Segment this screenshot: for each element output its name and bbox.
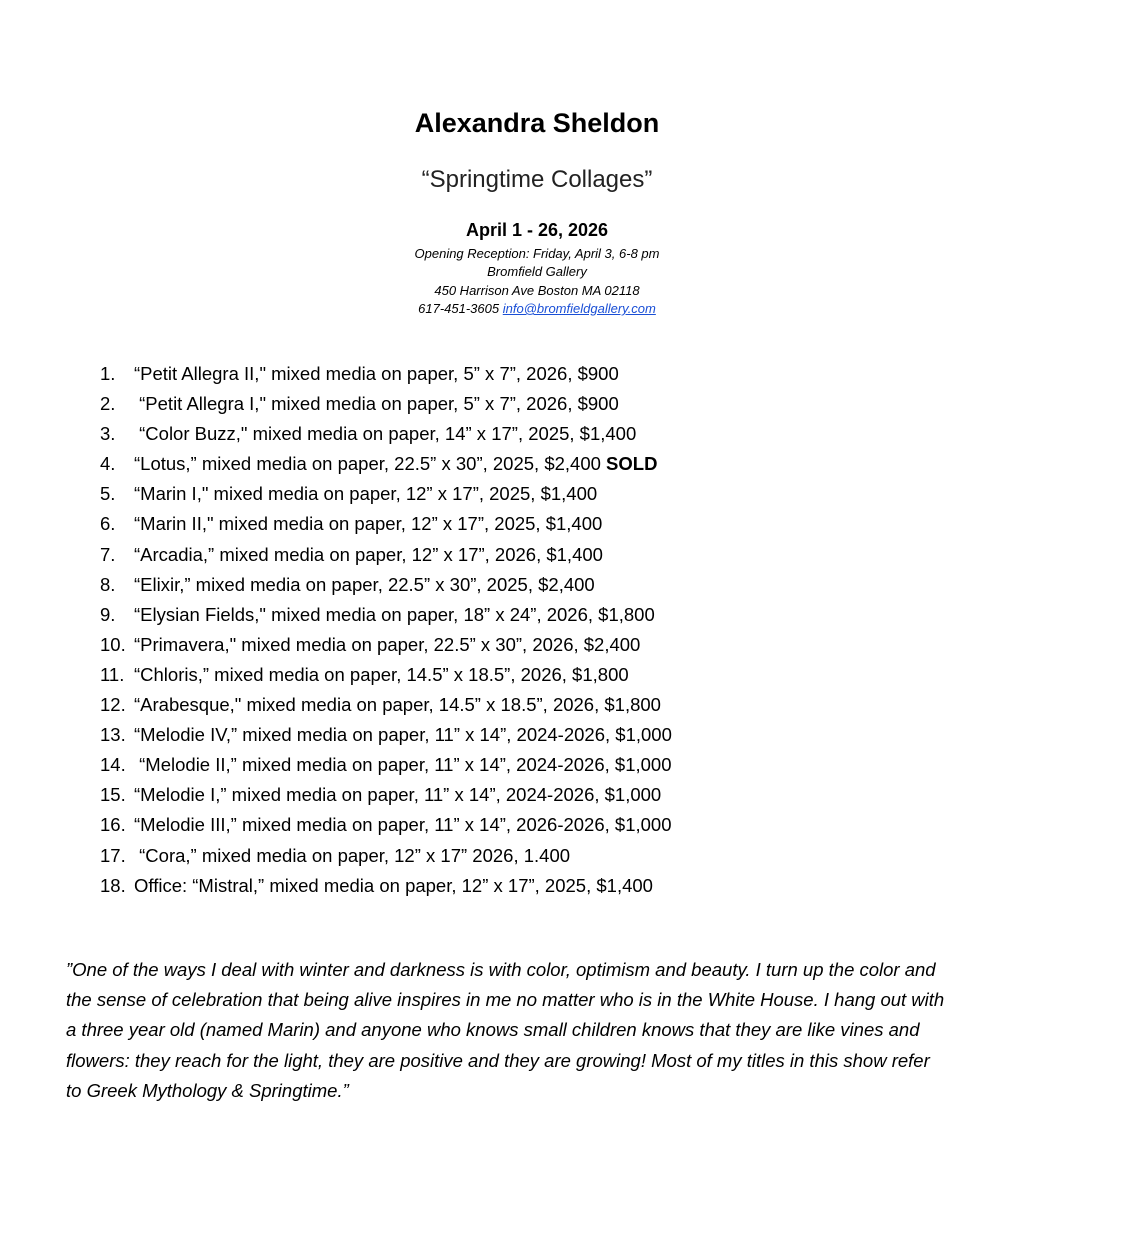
gallery-address: 450 Harrison Ave Boston MA 02118 [434,283,640,298]
show-title: “Springtime Collages” [421,166,653,193]
work-item [100,602,672,632]
work-item [100,451,672,481]
work-item [100,421,672,451]
work-item [100,662,672,692]
work-item [100,782,672,812]
work-number: 1. [100,363,116,384]
opening-reception: Opening Reception: Friday, April 3, 6-8 pm [414,246,660,261]
work-number: 7. [100,543,116,565]
work-number: 12. [100,694,126,716]
work-description: “Marin II," mixed media on paper, 12” x 17”, 2025, $1,400 [134,513,603,535]
work-number: 18. [100,874,126,896]
work-number: 17. [100,844,126,866]
work-description: “Melodie II,” mixed media on paper, 11” x 14”, 2024-2026, $1,000 [134,754,672,776]
work-number: 3. [100,423,116,445]
work-number: 11. [100,663,125,685]
work-number: 5. [100,483,116,505]
work-description: “Primavera," mixed media on paper, 22.5” x 30”, 2026, $2,400 [134,633,641,655]
work-description: “Lotus,” mixed media on paper, 22.5” x 30”, 2025, $2,400 [134,453,607,475]
work-number: 14. [100,754,126,776]
work-item [100,391,672,421]
work-description: “Arabesque," mixed media on paper, 14.5” x 18.5”, 2026, $1,800 [134,694,661,716]
statement-line: the sense of celebration that being alive inspires in me no matter who is in the White House. I hang out with [66,989,945,1011]
work-number: 4. [100,453,116,475]
work-item [100,812,672,842]
work-description: “Marin I," mixed media on paper, 12” x 17”, 2025, $1,400 [134,483,598,505]
work-item [100,632,672,662]
gallery-name: Bromfield Gallery [487,264,587,279]
works-list [100,361,672,903]
email-link[interactable]: info@bromfieldgallery.com [502,301,656,316]
work-item [100,873,672,903]
work-item [100,361,672,391]
work-item [100,692,672,722]
artist-statement [66,955,944,1106]
statement-line: a three year old (named Marin) and anyone who knows small children knows that they are like vines and [66,1019,920,1041]
work-description: “Elysian Fields," mixed media on paper, 18” x 24”, 2026, $1,800 [134,603,655,625]
exhibition-dates: April 1 - 26, 2026 [465,220,609,240]
work-description: “Color Buzz," mixed media on paper, 14” x 17”, 2025, $1,400 [134,423,637,445]
statement-line: ”One of the ways I deal with winter and darkness is with color, optimism and beauty. I turn up the color and [66,959,936,980]
work-description: “Petit Allegra II," mixed media on paper, 5” x 7”, 2026, $900 [134,363,619,384]
work-description: “Arcadia,” mixed media on paper, 12” x 17”, 2026, $1,400 [134,543,603,565]
work-item [100,722,672,752]
statement-line: to Greek Mythology & Springtime.” [66,1079,349,1101]
work-description: “Melodie I,” mixed media on paper, 11” x 14”, 2024-2026, $1,000 [134,784,662,806]
work-number: 2. [100,393,116,415]
work-description: “Cora,” mixed media on paper, 12” x 17” 2026, 1.400 [134,844,571,866]
work-item [100,511,672,541]
work-description: “Melodie IV,” mixed media on paper, 11” x 14”, 2024-2026, $1,000 [134,724,672,746]
work-number: 9. [100,603,116,625]
artist-name: Alexandra Sheldon [414,108,660,138]
work-description: “Melodie III,” mixed media on paper, 11” x 14”, 2026-2026, $1,000 [134,814,672,836]
statement-line: flowers: they reach for the light, they are positive and they are growing! Most of my titles in this show refer [66,1049,930,1071]
work-description: “Elixir,” mixed media on paper, 22.5” x 30”, 2025, $2,400 [134,573,595,595]
work-item [100,843,672,873]
work-description: “Petit Allegra I," mixed media on paper, 5” x 7”, 2026, $900 [134,393,619,415]
gallery-contact [0,301,1074,316]
work-number: 10. [100,633,126,655]
work-number: 6. [100,513,116,535]
work-number: 15. [100,784,126,806]
work-item [100,752,672,782]
work-number: 8. [100,573,116,595]
work-description: Office: “Mistral,” mixed media on paper, 12” x 17”, 2025, $1,400 [134,874,653,896]
phone-number: 617-451-3605 [418,301,500,316]
work-number: 13. [100,724,126,746]
work-number: 16. [100,814,126,836]
work-description: “Chloris,” mixed media on paper, 14.5” x 18.5”, 2026, $1,800 [134,663,629,685]
sold-badge: SOLD [606,453,658,475]
work-item [100,572,672,602]
work-item [100,481,672,511]
work-item [100,542,672,572]
